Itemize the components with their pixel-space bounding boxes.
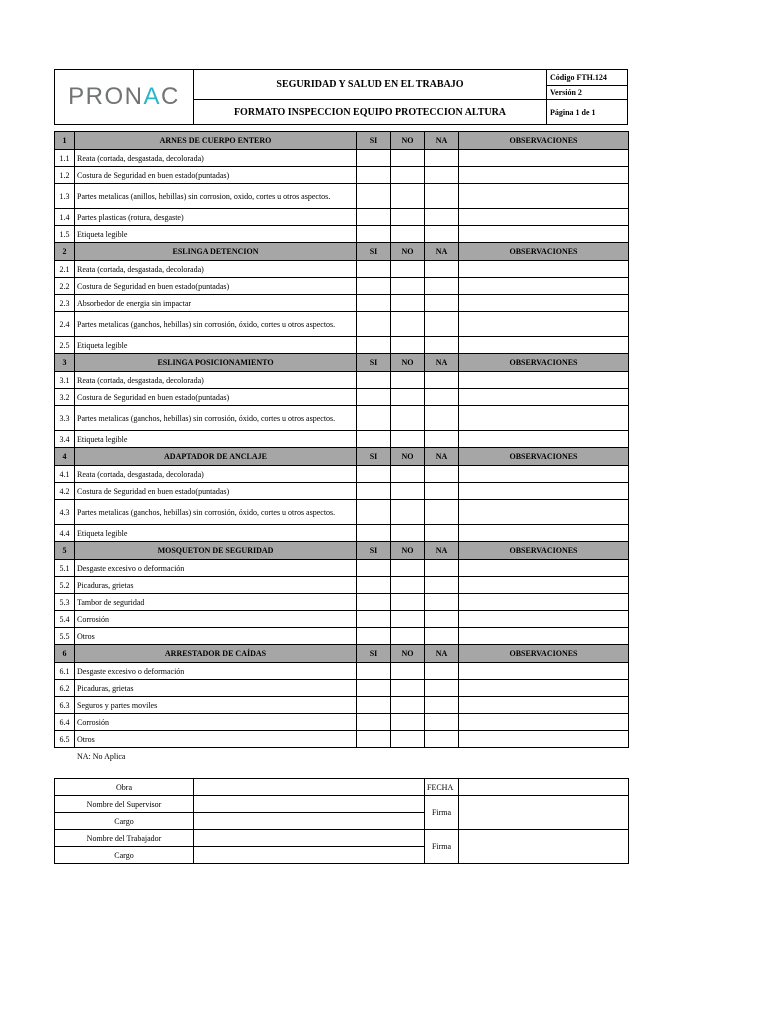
observations-cell[interactable] [459, 714, 629, 731]
supervisor-firma-label: Firma [425, 796, 459, 830]
section-number: 4 [55, 448, 75, 466]
na-check-cell[interactable] [425, 628, 459, 645]
supervisor-name-field[interactable] [194, 796, 425, 813]
column-no-header: NO [391, 243, 425, 261]
na-check-cell[interactable] [425, 680, 459, 697]
item-description: Partes metalicas (ganchos, hebillas) sin corrosión, óxido, cortes u otros aspectos. [75, 312, 357, 337]
checklist-item-row [55, 337, 629, 354]
column-si-header: SI [357, 354, 391, 372]
si-check-cell[interactable] [357, 312, 391, 337]
item-description: Costura de Seguridad en buen estado(puntadas) [75, 483, 357, 500]
item-number: 4.3 [55, 500, 75, 525]
si-check-cell[interactable] [357, 278, 391, 295]
item-description: Picaduras, grietas [75, 680, 357, 697]
item-number: 3.3 [55, 406, 75, 431]
observations-cell[interactable] [459, 406, 629, 431]
section-number: 5 [55, 542, 75, 560]
item-description: Corrosión [75, 611, 357, 628]
na-check-cell[interactable] [425, 295, 459, 312]
item-number: 6.4 [55, 714, 75, 731]
checklist-item-row [55, 611, 629, 628]
si-check-cell[interactable] [357, 295, 391, 312]
section-number: 3 [55, 354, 75, 372]
item-number: 4.2 [55, 483, 75, 500]
na-check-cell[interactable] [425, 577, 459, 594]
inspection-checklist-table [54, 131, 629, 748]
item-description: Etiqueta legible [75, 226, 357, 243]
checklist-item-row [55, 483, 629, 500]
si-check-cell[interactable] [357, 697, 391, 714]
observations-cell[interactable] [459, 261, 629, 278]
observations-cell[interactable] [459, 209, 629, 226]
column-na-header: NA [425, 132, 459, 150]
item-description: Reata (cortada, desgastada, decolorada) [75, 466, 357, 483]
obra-field[interactable] [194, 779, 425, 796]
no-check-cell[interactable] [391, 167, 425, 184]
na-check-cell[interactable] [425, 663, 459, 680]
na-check-cell[interactable] [425, 389, 459, 406]
column-observations-header: OBSERVACIONES [459, 542, 629, 560]
si-check-cell[interactable] [357, 150, 391, 167]
item-number: 6.2 [55, 680, 75, 697]
checklist-item-row [55, 731, 629, 748]
no-check-cell[interactable] [391, 389, 425, 406]
na-check-cell[interactable] [425, 372, 459, 389]
na-check-cell[interactable] [425, 312, 459, 337]
no-check-cell[interactable] [391, 594, 425, 611]
si-check-cell[interactable] [357, 680, 391, 697]
item-number: 1.4 [55, 209, 75, 226]
observations-cell[interactable] [459, 167, 629, 184]
checklist-item-row [55, 431, 629, 448]
no-check-cell[interactable] [391, 663, 425, 680]
na-check-cell[interactable] [425, 184, 459, 209]
item-description: Reata (cortada, desgastada, decolorada) [75, 372, 357, 389]
checklist-item-row [55, 594, 629, 611]
column-si-header: SI [357, 132, 391, 150]
observations-cell[interactable] [459, 611, 629, 628]
worker-cargo-field[interactable] [194, 847, 425, 864]
si-check-cell[interactable] [357, 560, 391, 577]
na-check-cell[interactable] [425, 594, 459, 611]
item-description: Otros [75, 731, 357, 748]
item-description: Reata (cortada, desgastada, decolorada) [75, 261, 357, 278]
na-check-cell[interactable] [425, 731, 459, 748]
checklist-item-row [55, 663, 629, 680]
observations-cell[interactable] [459, 184, 629, 209]
si-check-cell[interactable] [357, 731, 391, 748]
observations-cell[interactable] [459, 663, 629, 680]
checklist-item-row [55, 278, 629, 295]
na-check-cell[interactable] [425, 406, 459, 431]
header-title: SEGURIDAD Y SALUD EN EL TRABAJO [194, 70, 547, 100]
no-check-cell[interactable] [391, 209, 425, 226]
na-check-cell[interactable] [425, 150, 459, 167]
na-check-cell[interactable] [425, 167, 459, 184]
na-check-cell[interactable] [425, 500, 459, 525]
na-check-cell[interactable] [425, 278, 459, 295]
checklist-item-row [55, 295, 629, 312]
section-title: ESLINGA POSICIONAMIENTO [75, 354, 357, 372]
section-title: ARNES DE CUERPO ENTERO [75, 132, 357, 150]
document-version: Versión 2 [547, 86, 627, 100]
checklist-item-row [55, 209, 629, 226]
item-description: Picaduras, grietas [75, 577, 357, 594]
no-check-cell[interactable] [391, 278, 425, 295]
si-check-cell[interactable] [357, 372, 391, 389]
item-description: Costura de Seguridad en buen estado(puntadas) [75, 167, 357, 184]
observations-cell[interactable] [459, 697, 629, 714]
observations-cell[interactable] [459, 312, 629, 337]
observations-cell[interactable] [459, 628, 629, 645]
observations-cell[interactable] [459, 560, 629, 577]
column-observations-header: OBSERVACIONES [459, 132, 629, 150]
checklist-item-row [55, 261, 629, 278]
si-check-cell[interactable] [357, 209, 391, 226]
si-check-cell[interactable] [357, 611, 391, 628]
item-number: 2.5 [55, 337, 75, 354]
item-number: 4.1 [55, 466, 75, 483]
item-number: 5.5 [55, 628, 75, 645]
no-check-cell[interactable] [391, 312, 425, 337]
column-no-header: NO [391, 354, 425, 372]
supervisor-firma-field[interactable] [459, 796, 629, 830]
item-description: Partes metalicas (anillos, hebillas) sin corrosion, oxido, cortes u otros aspectos. [75, 184, 357, 209]
observations-cell[interactable] [459, 226, 629, 243]
fecha-label: FECHA [425, 779, 459, 796]
item-description: Partes metalicas (ganchos, hebillas) sin corrosión, óxido, cortes u otros aspectos. [75, 406, 357, 431]
observations-cell[interactable] [459, 150, 629, 167]
no-check-cell[interactable] [391, 731, 425, 748]
column-na-header: NA [425, 645, 459, 663]
item-description: Otros [75, 628, 357, 645]
item-number: 6.5 [55, 731, 75, 748]
section-number: 2 [55, 243, 75, 261]
section-header-row [55, 645, 629, 663]
checklist-item-row [55, 697, 629, 714]
section-title: ESLINGA DETENCION [75, 243, 357, 261]
column-no-header: NO [391, 542, 425, 560]
na-check-cell[interactable] [425, 431, 459, 448]
na-check-cell[interactable] [425, 714, 459, 731]
item-number: 1.3 [55, 184, 75, 209]
checklist-item-row [55, 372, 629, 389]
item-description: Desgaste excesivo o deformación [75, 663, 357, 680]
column-si-header: SI [357, 243, 391, 261]
observations-cell[interactable] [459, 483, 629, 500]
observations-cell[interactable] [459, 577, 629, 594]
si-check-cell[interactable] [357, 714, 391, 731]
si-check-cell[interactable] [357, 663, 391, 680]
no-check-cell[interactable] [391, 628, 425, 645]
checklist-item-row [55, 680, 629, 697]
section-number: 1 [55, 132, 75, 150]
item-number: 2.2 [55, 278, 75, 295]
section-header-row [55, 354, 629, 372]
si-check-cell[interactable] [357, 337, 391, 354]
document-code: Código FTH.124 [547, 70, 627, 86]
na-check-cell[interactable] [425, 697, 459, 714]
document-header [54, 69, 628, 125]
header-subtitle: FORMATO INSPECCION EQUIPO PROTECCION ALTURA [194, 100, 547, 124]
no-check-cell[interactable] [391, 406, 425, 431]
observations-cell[interactable] [459, 389, 629, 406]
column-observations-header: OBSERVACIONES [459, 354, 629, 372]
observations-cell[interactable] [459, 594, 629, 611]
si-check-cell[interactable] [357, 431, 391, 448]
column-si-header: SI [357, 645, 391, 663]
checklist-item-row [55, 628, 629, 645]
item-number: 5.1 [55, 560, 75, 577]
checklist-item-row [55, 560, 629, 577]
no-check-cell[interactable] [391, 295, 425, 312]
item-number: 5.4 [55, 611, 75, 628]
si-check-cell[interactable] [357, 594, 391, 611]
item-description: Desgaste excesivo o deformación [75, 560, 357, 577]
na-check-cell[interactable] [425, 560, 459, 577]
si-check-cell[interactable] [357, 577, 391, 594]
si-check-cell[interactable] [357, 483, 391, 500]
section-title: ADAPTADOR DE ANCLAJE [75, 448, 357, 466]
no-check-cell[interactable] [391, 466, 425, 483]
column-observations-header: OBSERVACIONES [459, 448, 629, 466]
checklist-item-row [55, 525, 629, 542]
worker-firma-field[interactable] [459, 830, 629, 864]
checklist-item-row [55, 406, 629, 431]
no-check-cell[interactable] [391, 372, 425, 389]
item-description: Absorbedor de energia sin impactar [75, 295, 357, 312]
checklist-item-row [55, 150, 629, 167]
column-si-header: SI [357, 542, 391, 560]
item-description: Partes plasticas (rotura, desgaste) [75, 209, 357, 226]
supervisor-cargo-label: Cargo [55, 813, 194, 830]
observations-cell[interactable] [459, 500, 629, 525]
item-description: Seguros y partes moviles [75, 697, 357, 714]
item-number: 1.2 [55, 167, 75, 184]
item-number: 5.2 [55, 577, 75, 594]
company-logo [55, 70, 194, 124]
logo-text: PRONAC [68, 83, 180, 110]
document-page: Página 1 de 1 [550, 107, 596, 117]
no-check-cell[interactable] [391, 525, 425, 542]
checklist-item-row [55, 577, 629, 594]
observations-cell[interactable] [459, 372, 629, 389]
no-check-cell[interactable] [391, 226, 425, 243]
no-check-cell[interactable] [391, 261, 425, 278]
worker-name-label: Nombre del Trabajador [55, 830, 194, 847]
column-na-header: NA [425, 542, 459, 560]
no-check-cell[interactable] [391, 714, 425, 731]
fecha-field[interactable] [459, 779, 629, 796]
column-observations-header: OBSERVACIONES [459, 645, 629, 663]
worker-cargo-label: Cargo [55, 847, 194, 864]
item-number: 5.3 [55, 594, 75, 611]
item-number: 6.1 [55, 663, 75, 680]
column-no-header: NO [391, 645, 425, 663]
item-description: Etiqueta legible [75, 337, 357, 354]
checklist-item-row [55, 500, 629, 525]
section-title: ARRESTADOR DE CAÍDAS [75, 645, 357, 663]
obra-label: Obra [55, 779, 194, 796]
item-description: Costura de Seguridad en buen estado(puntadas) [75, 278, 357, 295]
si-check-cell[interactable] [357, 261, 391, 278]
observations-cell[interactable] [459, 680, 629, 697]
si-check-cell[interactable] [357, 184, 391, 209]
logo-accent-letter: A [143, 83, 161, 110]
no-check-cell[interactable] [391, 337, 425, 354]
column-no-header: NO [391, 132, 425, 150]
no-check-cell[interactable] [391, 680, 425, 697]
na-check-cell[interactable] [425, 466, 459, 483]
item-number: 3.1 [55, 372, 75, 389]
section-header-row [55, 132, 629, 150]
si-check-cell[interactable] [357, 466, 391, 483]
si-check-cell[interactable] [357, 406, 391, 431]
no-check-cell[interactable] [391, 560, 425, 577]
observations-cell[interactable] [459, 295, 629, 312]
checklist-item-row [55, 466, 629, 483]
worker-firma-label: Firma [425, 830, 459, 864]
no-check-cell[interactable] [391, 611, 425, 628]
item-description: Partes metalicas (ganchos, hebillas) sin corrosión, óxido, cortes u otros aspectos. [75, 500, 357, 525]
item-description: Tambor de seguridad [75, 594, 357, 611]
si-check-cell[interactable] [357, 525, 391, 542]
checklist-item-row [55, 312, 629, 337]
supervisor-name-label: Nombre del Supervisor [55, 796, 194, 813]
observations-cell[interactable] [459, 337, 629, 354]
item-description: Corrosión [75, 714, 357, 731]
item-number: 4.4 [55, 525, 75, 542]
na-note: NA: No Aplica [77, 752, 126, 761]
no-check-cell[interactable] [391, 184, 425, 209]
section-header-row [55, 243, 629, 261]
si-check-cell[interactable] [357, 226, 391, 243]
item-number: 1.1 [55, 150, 75, 167]
si-check-cell[interactable] [357, 389, 391, 406]
checklist-item-row [55, 226, 629, 243]
item-number: 3.4 [55, 431, 75, 448]
column-si-header: SI [357, 448, 391, 466]
section-title: MOSQUETON DE SEGURIDAD [75, 542, 357, 560]
worker-name-field[interactable] [194, 830, 425, 847]
item-description: Reata (cortada, desgastada, decolorada) [75, 150, 357, 167]
observations-cell[interactable] [459, 278, 629, 295]
item-number: 2.4 [55, 312, 75, 337]
checklist-item-row [55, 389, 629, 406]
observations-cell[interactable] [459, 731, 629, 748]
column-na-header: NA [425, 354, 459, 372]
item-number: 2.1 [55, 261, 75, 278]
checklist-item-row [55, 714, 629, 731]
item-number: 2.3 [55, 295, 75, 312]
observations-cell[interactable] [459, 525, 629, 542]
signature-table [54, 778, 629, 864]
section-header-row [55, 448, 629, 466]
no-check-cell[interactable] [391, 500, 425, 525]
no-check-cell[interactable] [391, 577, 425, 594]
column-no-header: NO [391, 448, 425, 466]
observations-cell[interactable] [459, 466, 629, 483]
section-header-row [55, 542, 629, 560]
supervisor-cargo-field[interactable] [194, 813, 425, 830]
item-number: 1.5 [55, 226, 75, 243]
si-check-cell[interactable] [357, 628, 391, 645]
na-check-cell[interactable] [425, 525, 459, 542]
na-check-cell[interactable] [425, 483, 459, 500]
no-check-cell[interactable] [391, 150, 425, 167]
na-check-cell[interactable] [425, 611, 459, 628]
na-check-cell[interactable] [425, 261, 459, 278]
si-check-cell[interactable] [357, 167, 391, 184]
item-number: 6.3 [55, 697, 75, 714]
si-check-cell[interactable] [357, 500, 391, 525]
column-na-header: NA [425, 243, 459, 261]
section-number: 6 [55, 645, 75, 663]
no-check-cell[interactable] [391, 697, 425, 714]
item-number: 3.2 [55, 389, 75, 406]
column-na-header: NA [425, 448, 459, 466]
na-check-cell[interactable] [425, 209, 459, 226]
no-check-cell[interactable] [391, 431, 425, 448]
na-check-cell[interactable] [425, 226, 459, 243]
observations-cell[interactable] [459, 431, 629, 448]
checklist-item-row [55, 184, 629, 209]
na-check-cell[interactable] [425, 337, 459, 354]
no-check-cell[interactable] [391, 483, 425, 500]
item-description: Etiqueta legible [75, 525, 357, 542]
item-description: Costura de Seguridad en buen estado(puntadas) [75, 389, 357, 406]
column-observations-header: OBSERVACIONES [459, 243, 629, 261]
item-description: Etiqueta legible [75, 431, 357, 448]
checklist-item-row [55, 167, 629, 184]
